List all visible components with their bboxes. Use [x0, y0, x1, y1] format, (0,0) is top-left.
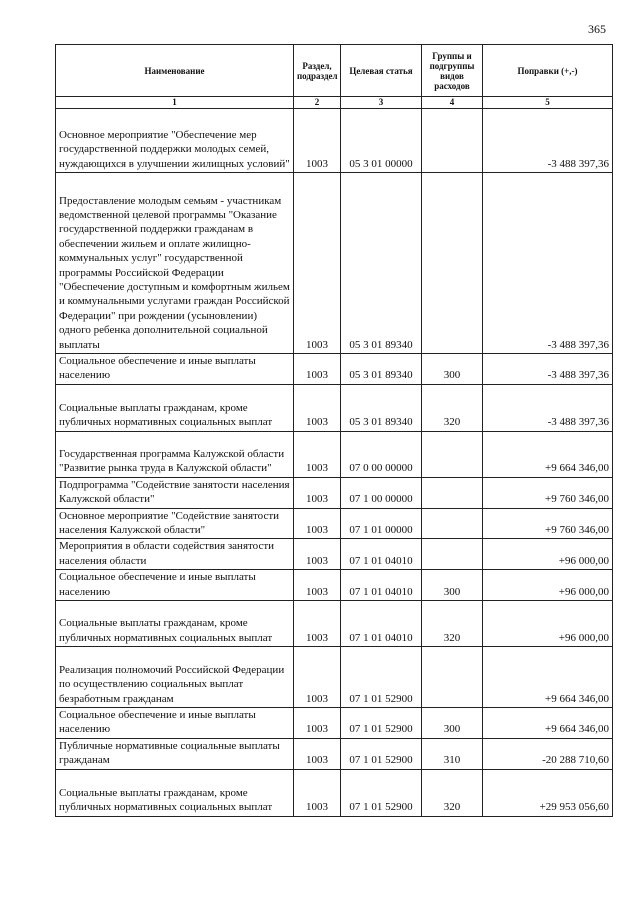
- row-group: 320: [422, 384, 483, 431]
- row-group: [422, 539, 483, 570]
- column-number-row: [56, 97, 613, 109]
- row-target: 07 1 01 52900: [341, 647, 422, 708]
- row-section: 1003: [294, 508, 341, 539]
- row-amount: +29 953 056,60: [483, 769, 613, 816]
- row-amount: +9 760 346,00: [483, 477, 613, 508]
- row-group: 320: [422, 769, 483, 816]
- row-amount: -3 488 397,36: [483, 384, 613, 431]
- row-group: [422, 508, 483, 539]
- table-row: [56, 173, 613, 354]
- row-section: 1003: [294, 601, 341, 647]
- row-amount: +9 664 346,00: [483, 431, 613, 477]
- row-group: [422, 109, 483, 173]
- row-name: Предоставление молодым семьям - участникам ведомственной целевой программы "Оказание государственной поддержки гражданам в обеспечении жильем и оплате жилищно-коммунальных услуг" государственной программы Российской Федерации "Обеспечение доступным и комфортным жильем и коммунальными услугами граждан Российской Федерации" при рождении (усыновлении) одного ребенка дополнительной социальной выплаты: [56, 173, 294, 354]
- column-number: 3: [341, 97, 422, 109]
- row-section: 1003: [294, 384, 341, 431]
- header-groups: Группы и подгруппы видов расходов: [422, 45, 483, 97]
- header-amount: Поправки (+,-): [483, 45, 613, 97]
- row-amount: -3 488 397,36: [483, 109, 613, 173]
- row-amount: -3 488 397,36: [483, 354, 613, 385]
- row-amount: +96 000,00: [483, 539, 613, 570]
- row-name: Социальное обеспечение и иные выплаты населению: [56, 570, 294, 601]
- header-section: Раздел, подраздел: [294, 45, 341, 97]
- row-target: 07 1 01 52900: [341, 708, 422, 739]
- row-target: 07 0 00 00000: [341, 431, 422, 477]
- row-target: 05 3 01 89340: [341, 173, 422, 354]
- row-target: 05 3 01 00000: [341, 109, 422, 173]
- row-target: 07 1 00 00000: [341, 477, 422, 508]
- row-section: 1003: [294, 708, 341, 739]
- row-name: Реализация полномочий Российской Федерации по осуществлению социальных выплат безработным гражданам: [56, 647, 294, 708]
- row-amount: -20 288 710,60: [483, 738, 613, 769]
- row-section: 1003: [294, 769, 341, 816]
- table-row: [56, 769, 613, 816]
- page-number: 365: [588, 22, 606, 36]
- table-row: [56, 477, 613, 508]
- column-number: 2: [294, 97, 341, 109]
- row-section: 1003: [294, 109, 341, 173]
- table-row: [56, 109, 613, 173]
- row-section: 1003: [294, 431, 341, 477]
- row-target: 05 3 01 89340: [341, 354, 422, 385]
- row-section: 1003: [294, 738, 341, 769]
- row-name: Социальные выплаты гражданам, кроме публичных нормативных социальных выплат: [56, 769, 294, 816]
- table-row: [56, 431, 613, 477]
- row-name: Мероприятия в области содействия занятости населения области: [56, 539, 294, 570]
- row-group: [422, 173, 483, 354]
- row-name: Основное мероприятие "Содействие занятости населения Калужской области": [56, 508, 294, 539]
- table-row: [56, 647, 613, 708]
- row-name: Основное мероприятие "Обеспечение мер государственной поддержки молодых семей, нуждающихся в улучшении жилищных условий": [56, 109, 294, 173]
- row-target: 05 3 01 89340: [341, 384, 422, 431]
- row-section: 1003: [294, 570, 341, 601]
- table-row: [56, 539, 613, 570]
- row-name: Социальные выплаты гражданам, кроме публичных нормативных социальных выплат: [56, 601, 294, 647]
- row-target: 07 1 01 52900: [341, 738, 422, 769]
- table-row: [56, 601, 613, 647]
- header-target: Целевая статья: [341, 45, 422, 97]
- table-row: [56, 384, 613, 431]
- row-name: Публичные нормативные социальные выплаты гражданам: [56, 738, 294, 769]
- row-name: Социальные выплаты гражданам, кроме публичных нормативных социальных выплат: [56, 384, 294, 431]
- row-target: 07 1 01 04010: [341, 601, 422, 647]
- row-name: Социальное обеспечение и иные выплаты населению: [56, 354, 294, 385]
- row-name: Социальное обеспечение и иные выплаты населению: [56, 708, 294, 739]
- row-section: 1003: [294, 173, 341, 354]
- row-group: 310: [422, 738, 483, 769]
- row-section: 1003: [294, 477, 341, 508]
- row-amount: +9 760 346,00: [483, 508, 613, 539]
- table-row: [56, 708, 613, 739]
- table-header-row: [56, 45, 613, 97]
- table-row: [56, 508, 613, 539]
- row-group: 320: [422, 601, 483, 647]
- row-target: 07 1 01 04010: [341, 539, 422, 570]
- header-name: Наименование: [56, 45, 294, 97]
- row-section: 1003: [294, 354, 341, 385]
- row-target: 07 1 01 00000: [341, 508, 422, 539]
- row-section: 1003: [294, 539, 341, 570]
- row-amount: +9 664 346,00: [483, 708, 613, 739]
- row-target: 07 1 01 04010: [341, 570, 422, 601]
- row-group: [422, 431, 483, 477]
- row-amount: +96 000,00: [483, 570, 613, 601]
- row-name: Государственная программа Калужской области "Развитие рынка труда в Калужской области": [56, 431, 294, 477]
- row-amount: +9 664 346,00: [483, 647, 613, 708]
- budget-table: [55, 44, 613, 817]
- table-row: [56, 354, 613, 385]
- row-group: 300: [422, 570, 483, 601]
- row-group: [422, 477, 483, 508]
- table-row: [56, 738, 613, 769]
- row-section: 1003: [294, 647, 341, 708]
- column-number: 5: [483, 97, 613, 109]
- column-number: 1: [56, 97, 294, 109]
- row-group: [422, 647, 483, 708]
- row-amount: -3 488 397,36: [483, 173, 613, 354]
- row-group: 300: [422, 708, 483, 739]
- row-amount: +96 000,00: [483, 601, 613, 647]
- column-number: 4: [422, 97, 483, 109]
- row-group: 300: [422, 354, 483, 385]
- table-row: [56, 570, 613, 601]
- row-name: Подпрограмма "Содействие занятости населения Калужской области": [56, 477, 294, 508]
- row-target: 07 1 01 52900: [341, 769, 422, 816]
